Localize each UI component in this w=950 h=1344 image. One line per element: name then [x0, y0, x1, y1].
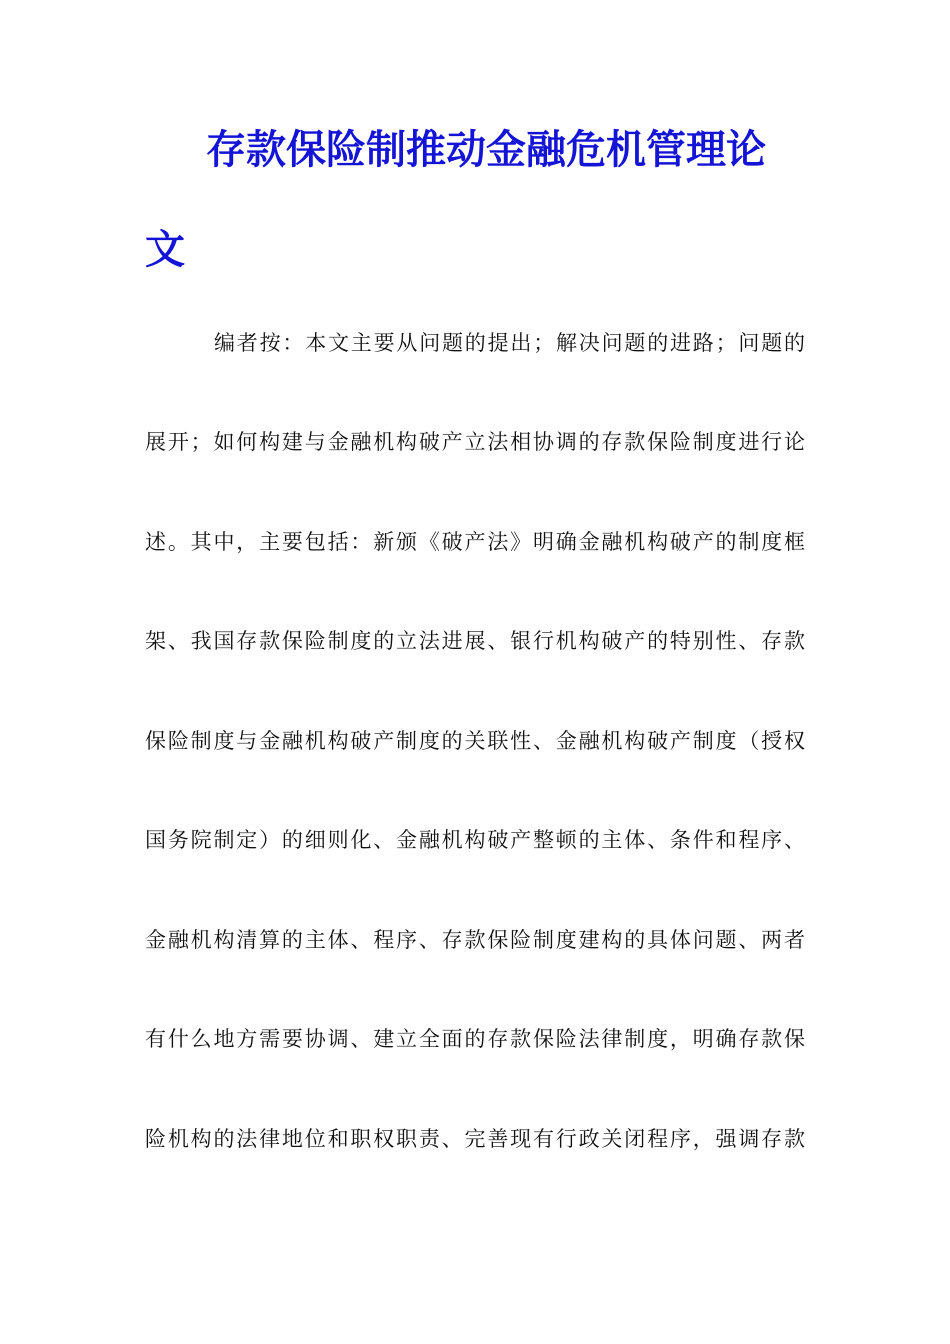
body-paragraph-line-2: 展开；如何构建与金融机构破产立法相协调的存款保险制度进行论 [145, 430, 805, 454]
document-title-line-1: 存款保险制推动金融危机管理论 [206, 127, 766, 173]
body-paragraph-line-5: 保险制度与金融机构破产制度的关联性、金融机构破产制度（授权 [145, 729, 805, 753]
body-paragraph-line-8: 有什么地方需要协调、建立全面的存款保险法律制度，明确存款保 [145, 1027, 805, 1051]
document-title-line-2: 文 [145, 227, 185, 273]
body-paragraph-line-6: 国务院制定）的细则化、金融机构破产整顿的主体、条件和程序、 [145, 828, 805, 852]
body-paragraph-line-4: 架、我国存款保险制度的立法进展、银行机构破产的特别性、存款 [145, 629, 805, 653]
body-paragraph-line-1: 编者按：本文主要从问题的提出；解决问题的进路；问题的 [214, 331, 805, 355]
body-paragraph-line-9: 险机构的法律地位和职权职责、完善现有行政关闭程序，强调存款 [145, 1127, 805, 1151]
body-paragraph-line-3: 述。其中，主要包括：新颁《破产法》明确金融机构破产的制度框 [145, 530, 805, 554]
body-paragraph-line-7: 金融机构清算的主体、程序、存款保险制度建构的具体问题、两者 [145, 928, 805, 952]
